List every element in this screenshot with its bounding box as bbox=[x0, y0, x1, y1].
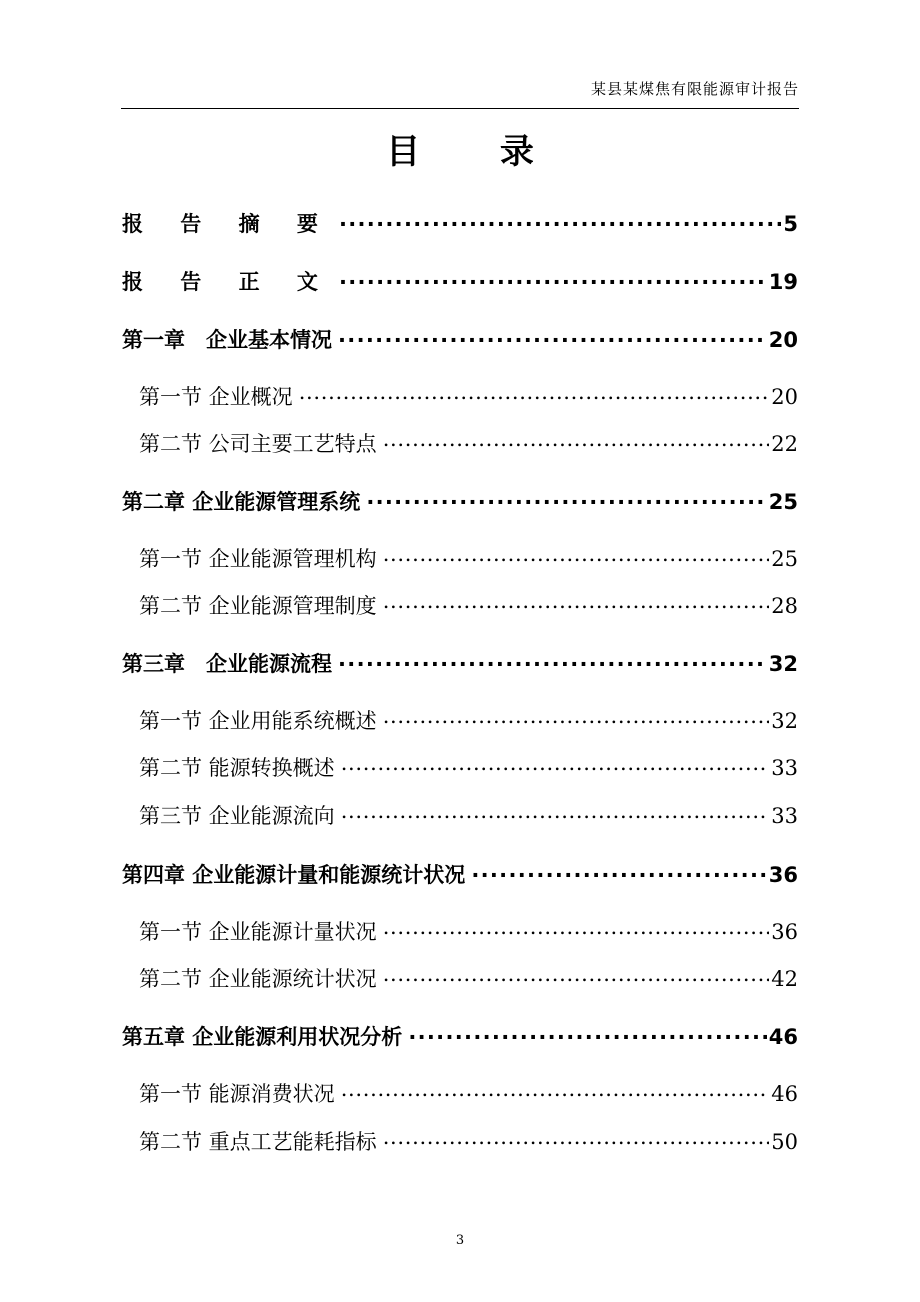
dot-leader bbox=[338, 326, 767, 347]
dot-leader bbox=[383, 592, 770, 613]
dot-leader bbox=[383, 545, 770, 566]
toc-section-entry[interactable] bbox=[139, 705, 798, 735]
toc-entry-label: 第二节 能源转换概述 bbox=[139, 756, 335, 780]
dot-leader bbox=[383, 965, 770, 986]
dot-leader bbox=[471, 861, 766, 882]
toc-section-entry[interactable] bbox=[139, 752, 798, 782]
dot-leader bbox=[383, 1128, 770, 1149]
toc-entry-page: 19 bbox=[768, 270, 798, 294]
toc-entry-page: 36 bbox=[771, 920, 798, 944]
dot-leader bbox=[383, 430, 770, 451]
toc-entry-label: 第四章 企业能源计量和能源统计状况 bbox=[122, 863, 466, 887]
toc-section-entry[interactable] bbox=[139, 590, 798, 620]
toc-entry-label: 第一章 企业基本情况 bbox=[122, 328, 332, 352]
toc-chapter-entry[interactable] bbox=[122, 1021, 798, 1051]
toc-entry-label: 第一节 企业概况 bbox=[139, 385, 293, 409]
toc-entry-label: 第二节 重点工艺能耗指标 bbox=[139, 1130, 377, 1154]
dot-leader bbox=[341, 754, 770, 775]
toc-entry-page: 32 bbox=[768, 652, 798, 676]
toc-entry-label: 第二节 企业能源管理制度 bbox=[139, 594, 377, 618]
toc-section-entry[interactable] bbox=[139, 428, 798, 458]
toc-entry-page: 33 bbox=[771, 804, 798, 828]
toc-entry-page: 46 bbox=[771, 1082, 798, 1106]
dot-leader bbox=[366, 488, 766, 509]
toc-section-entry[interactable] bbox=[139, 800, 798, 830]
dot-leader bbox=[339, 268, 767, 289]
toc-entry-label: 第二章 企业能源管理系统 bbox=[122, 490, 361, 514]
toc-title: 目 录 bbox=[386, 132, 568, 172]
toc-entry-page: 33 bbox=[771, 756, 798, 780]
toc-entry-page: 20 bbox=[768, 328, 798, 352]
dot-leader bbox=[341, 802, 770, 823]
toc-entry-label: 第三节 企业能源流向 bbox=[139, 804, 335, 828]
dot-leader bbox=[383, 918, 770, 939]
toc-chapter-entry[interactable] bbox=[122, 208, 798, 238]
toc-entry-page: 42 bbox=[771, 967, 798, 991]
toc-entry-page: 5 bbox=[783, 212, 798, 236]
toc-entry-label: 报 告 正 文 bbox=[122, 270, 333, 294]
toc-entry-page: 36 bbox=[768, 863, 798, 887]
toc-section-entry[interactable] bbox=[139, 1126, 798, 1156]
toc-entry-page: 28 bbox=[771, 594, 798, 618]
dot-leader bbox=[383, 707, 770, 728]
header-rule bbox=[121, 108, 799, 109]
toc-entry-label: 报 告 摘 要 bbox=[122, 212, 333, 236]
dot-leader bbox=[339, 210, 781, 231]
page-number: 3 bbox=[455, 1233, 465, 1248]
toc-entry-page: 50 bbox=[771, 1130, 798, 1154]
toc-chapter-entry[interactable] bbox=[122, 486, 798, 516]
toc-chapter-entry[interactable] bbox=[122, 266, 798, 296]
toc-entry-label: 第一节 能源消费状况 bbox=[139, 1082, 335, 1106]
toc-entry-label: 第一节 企业用能系统概述 bbox=[139, 709, 377, 733]
toc-entry-page: 46 bbox=[768, 1025, 798, 1049]
toc-entry-page: 25 bbox=[768, 490, 798, 514]
toc-entry-page: 22 bbox=[771, 432, 798, 456]
toc-chapter-entry[interactable] bbox=[122, 324, 798, 354]
toc-entry-label: 第五章 企业能源利用状况分析 bbox=[122, 1025, 403, 1049]
toc-entry-label: 第二节 公司主要工艺特点 bbox=[139, 432, 377, 456]
dot-leader bbox=[341, 1080, 770, 1101]
toc-entry-page: 25 bbox=[771, 547, 798, 571]
toc-section-entry[interactable] bbox=[139, 543, 798, 573]
dot-leader bbox=[338, 650, 767, 671]
toc-entry-label: 第二节 企业能源统计状况 bbox=[139, 967, 377, 991]
toc-entry-label: 第三章 企业能源流程 bbox=[122, 652, 332, 676]
toc-entry-label: 第一节 企业能源计量状况 bbox=[139, 920, 377, 944]
toc-section-entry[interactable] bbox=[139, 963, 798, 993]
running-header: 某县某煤焦有限能源审计报告 bbox=[590, 80, 799, 98]
toc-entry-page: 20 bbox=[771, 385, 798, 409]
toc-section-entry[interactable] bbox=[139, 381, 798, 411]
toc-chapter-entry[interactable] bbox=[122, 859, 798, 889]
dot-leader bbox=[299, 383, 770, 404]
dot-leader bbox=[408, 1023, 766, 1044]
toc-entry-page: 32 bbox=[771, 709, 798, 733]
toc-section-entry[interactable] bbox=[139, 916, 798, 946]
toc-section-entry[interactable] bbox=[139, 1078, 798, 1108]
toc-entry-label: 第一节 企业能源管理机构 bbox=[139, 547, 377, 571]
toc-chapter-entry[interactable] bbox=[122, 648, 798, 678]
